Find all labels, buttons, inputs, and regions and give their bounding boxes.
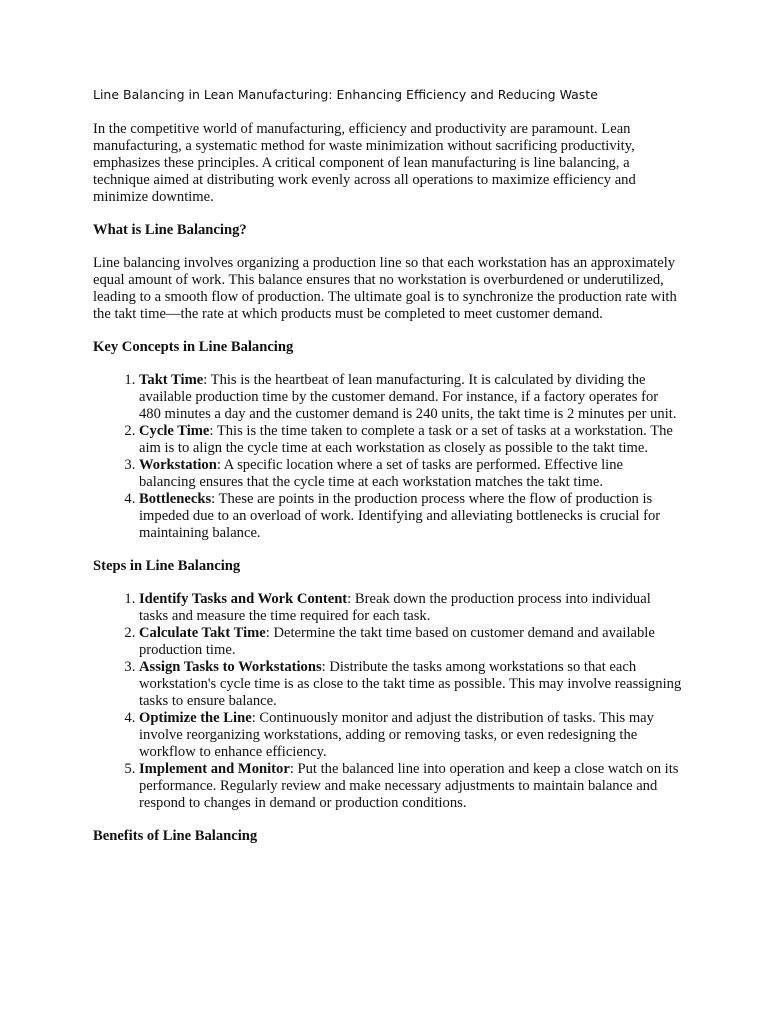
document-title: Line Balancing in Lean Manufacturing: Enhancing Efficiency and Reducing Waste — [93, 87, 598, 102]
list-item-text: : A specific location where a set of tasks are performed. Effective line balancing ensures that the cycle time at each workstation matches the takt time. — [139, 457, 624, 490]
list-item — [139, 372, 683, 423]
list-item-term: Workstation — [139, 457, 217, 473]
intro-paragraph: In the competitive world of manufacturing, efficiency and productivity are paramount. Lean manufacturing, a systematic method for waste minimization without sacrificing productivity, emphasizes these principles. A critical component of lean manufacturing is line balancing, a technique aimed at distributing work evenly across all operations to maximize efficiency and minimize downtime. — [93, 121, 636, 205]
list-item — [139, 761, 683, 812]
list-item-term: Calculate Takt Time — [139, 625, 266, 641]
list-item-term: Bottlenecks — [139, 491, 212, 507]
list-item — [139, 491, 683, 542]
list-item-term: Assign Tasks to Workstations — [139, 659, 322, 675]
section-heading-concepts: Key Concepts in Line Balancing — [93, 339, 294, 355]
list-item — [139, 591, 683, 625]
list-item-text: : Continuously monitor and adjust the distribution of tasks. This may involve reorganizing workstations, adding or removing tasks, or even redesigning the workflow to enhance efficiency. — [139, 710, 654, 760]
list-item — [139, 625, 683, 659]
list-item-term: Takt Time — [139, 372, 204, 388]
list-item-text: : This is the time taken to complete a task or a set of tasks at a workstation. The aim is to align the cycle time at each workstation as closely as possible to the takt time. — [139, 423, 673, 456]
list-item-text: : These are points in the production process where the flow of production is impeded due to an overload of work. Identifying and alleviating bottlenecks is crucial for maintaining balance. — [139, 491, 661, 541]
steps-list — [93, 591, 683, 812]
list-item — [139, 457, 683, 491]
concepts-list — [93, 372, 683, 542]
list-item-text: : Break down the production process into individual tasks and measure the time required for each task. — [139, 591, 651, 624]
section-heading-steps: Steps in Line Balancing — [93, 558, 241, 574]
list-item-term: Identify Tasks and Work Content — [139, 591, 348, 607]
list-item-text: : Put the balanced line into operation and keep a close watch on its performance. Regularly review and make necessary adjustments to maintain balance and respond to changes in demand or production conditions. — [139, 761, 679, 811]
list-item — [139, 423, 683, 457]
section-heading-benefits: Benefits of Line Balancing — [93, 828, 258, 844]
list-item-text: : Distribute the tasks among workstations so that each workstation's cycle time is as close to the takt time as possible. This may involve reassigning tasks to ensure balance. — [139, 659, 682, 709]
list-item-term: Implement and Monitor — [139, 761, 290, 777]
list-item-text: : This is the heartbeat of lean manufacturing. It is calculated by dividing the available production time by the customer demand. For instance, if a factory operates for 480 minutes a day and the customer demand is 240 units, the takt time is 2 minutes per unit. — [139, 372, 677, 422]
document-page — [93, 86, 683, 861]
list-item — [139, 659, 683, 710]
list-item-term: Optimize the Line — [139, 710, 252, 726]
what-paragraph: Line balancing involves organizing a production line so that each workstation has an approximately equal amount of work. This balance ensures that no workstation is overburdened or underutilized, leading to a smooth flow of production. The ultimate goal is to synchronize the production rate with the takt time—the rate at which products must be completed to meet customer demand. — [93, 255, 677, 322]
list-item — [139, 710, 683, 761]
list-item-term: Cycle Time — [139, 423, 210, 439]
section-heading-what: What is Line Balancing? — [93, 222, 247, 238]
list-item-text: : Determine the takt time based on customer demand and available production time. — [139, 625, 655, 658]
document-body — [93, 121, 683, 845]
